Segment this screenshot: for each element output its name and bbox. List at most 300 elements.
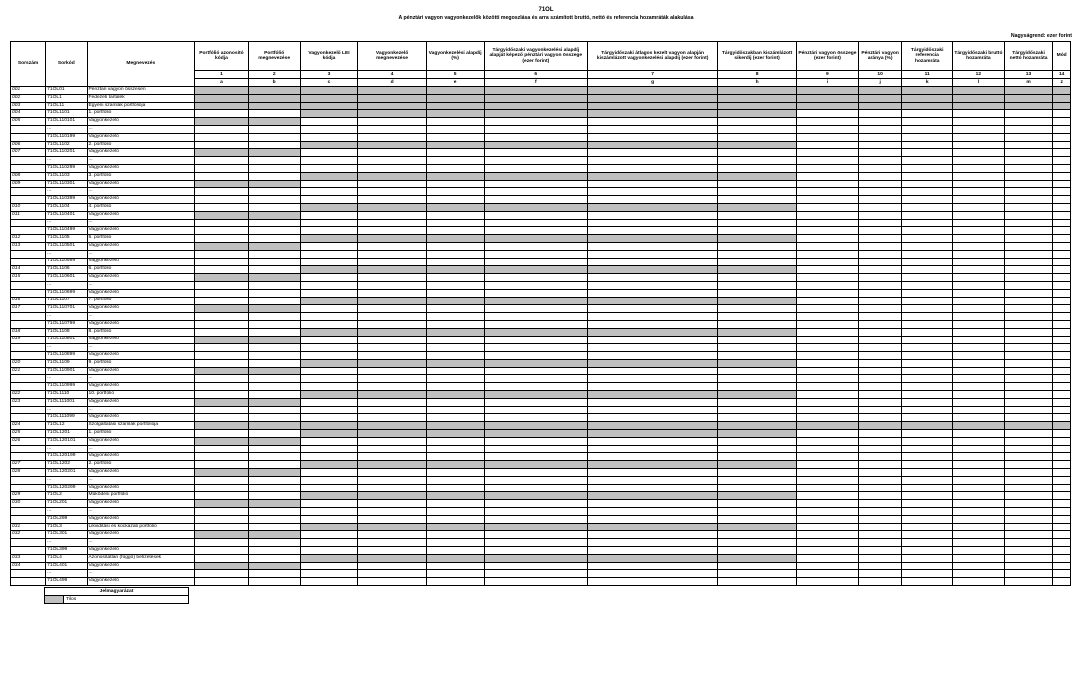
data-cell[interactable] bbox=[195, 554, 249, 562]
data-cell[interactable] bbox=[902, 305, 953, 313]
data-cell[interactable] bbox=[248, 492, 300, 500]
data-cell[interactable] bbox=[902, 157, 953, 165]
data-cell[interactable] bbox=[953, 500, 1005, 508]
data-cell[interactable] bbox=[1004, 531, 1053, 539]
data-cell[interactable] bbox=[902, 211, 953, 219]
data-cell[interactable] bbox=[426, 453, 484, 461]
data-cell[interactable] bbox=[796, 414, 858, 422]
data-cell[interactable] bbox=[358, 313, 426, 321]
data-cell[interactable] bbox=[858, 398, 901, 406]
data-cell[interactable] bbox=[858, 508, 901, 516]
data-cell[interactable] bbox=[902, 367, 953, 375]
data-cell[interactable] bbox=[796, 500, 858, 508]
data-cell[interactable] bbox=[902, 508, 953, 516]
data-cell[interactable] bbox=[1004, 484, 1053, 492]
data-cell[interactable] bbox=[484, 149, 587, 157]
data-cell[interactable] bbox=[1004, 406, 1053, 414]
data-cell[interactable] bbox=[248, 235, 300, 243]
data-cell[interactable] bbox=[248, 196, 300, 204]
data-cell[interactable] bbox=[796, 242, 858, 250]
data-cell[interactable] bbox=[953, 188, 1005, 196]
data-cell[interactable] bbox=[248, 406, 300, 414]
data-cell[interactable] bbox=[195, 375, 249, 383]
data-cell[interactable] bbox=[1004, 430, 1053, 438]
data-cell[interactable] bbox=[953, 227, 1005, 235]
data-cell[interactable] bbox=[796, 344, 858, 352]
data-cell[interactable] bbox=[195, 125, 249, 133]
data-cell[interactable] bbox=[858, 531, 901, 539]
data-cell[interactable] bbox=[426, 219, 484, 227]
data-cell[interactable] bbox=[588, 562, 718, 570]
data-cell[interactable] bbox=[248, 281, 300, 289]
data-cell[interactable] bbox=[953, 149, 1005, 157]
data-cell[interactable] bbox=[588, 219, 718, 227]
data-cell[interactable] bbox=[718, 313, 797, 321]
data-cell[interactable] bbox=[953, 554, 1005, 562]
data-cell[interactable] bbox=[1004, 344, 1053, 352]
data-cell[interactable] bbox=[1053, 242, 1071, 250]
data-cell[interactable] bbox=[195, 523, 249, 531]
data-cell[interactable] bbox=[718, 469, 797, 477]
data-cell[interactable] bbox=[484, 352, 587, 360]
data-cell[interactable] bbox=[358, 125, 426, 133]
data-cell[interactable] bbox=[358, 196, 426, 204]
data-cell[interactable] bbox=[484, 164, 587, 172]
data-cell[interactable] bbox=[796, 211, 858, 219]
data-cell[interactable] bbox=[858, 547, 901, 555]
data-cell[interactable] bbox=[588, 476, 718, 484]
data-cell[interactable] bbox=[195, 539, 249, 547]
data-cell[interactable] bbox=[195, 476, 249, 484]
data-cell[interactable] bbox=[1053, 461, 1071, 469]
data-cell[interactable] bbox=[248, 188, 300, 196]
data-cell[interactable] bbox=[902, 133, 953, 141]
data-cell[interactable] bbox=[796, 289, 858, 297]
data-cell[interactable] bbox=[484, 375, 587, 383]
data-cell[interactable] bbox=[588, 508, 718, 516]
data-cell[interactable] bbox=[1004, 164, 1053, 172]
data-cell[interactable] bbox=[858, 469, 901, 477]
data-cell[interactable] bbox=[858, 406, 901, 414]
data-cell[interactable] bbox=[1053, 570, 1071, 578]
data-cell[interactable] bbox=[858, 344, 901, 352]
data-cell[interactable] bbox=[858, 289, 901, 297]
data-cell[interactable] bbox=[195, 515, 249, 523]
data-cell[interactable] bbox=[195, 344, 249, 352]
data-cell[interactable] bbox=[953, 375, 1005, 383]
data-cell[interactable] bbox=[796, 141, 858, 149]
data-cell[interactable] bbox=[902, 188, 953, 196]
data-cell[interactable] bbox=[358, 398, 426, 406]
data-cell[interactable] bbox=[1053, 531, 1071, 539]
data-cell[interactable] bbox=[902, 258, 953, 266]
data-cell[interactable] bbox=[953, 172, 1005, 180]
data-cell[interactable] bbox=[1004, 367, 1053, 375]
data-cell[interactable] bbox=[248, 383, 300, 391]
data-cell[interactable] bbox=[1004, 515, 1053, 523]
data-cell[interactable] bbox=[858, 133, 901, 141]
data-cell[interactable] bbox=[300, 133, 358, 141]
data-cell[interactable] bbox=[588, 344, 718, 352]
data-cell[interactable] bbox=[1004, 274, 1053, 282]
data-cell[interactable] bbox=[1053, 406, 1071, 414]
data-cell[interactable] bbox=[248, 570, 300, 578]
data-cell[interactable] bbox=[358, 531, 426, 539]
data-cell[interactable] bbox=[1053, 313, 1071, 321]
data-cell[interactable] bbox=[248, 125, 300, 133]
data-cell[interactable] bbox=[1004, 242, 1053, 250]
data-cell[interactable] bbox=[1004, 476, 1053, 484]
data-cell[interactable] bbox=[718, 500, 797, 508]
data-cell[interactable] bbox=[588, 188, 718, 196]
data-cell[interactable] bbox=[796, 515, 858, 523]
data-cell[interactable] bbox=[195, 266, 249, 274]
data-cell[interactable] bbox=[796, 547, 858, 555]
data-cell[interactable] bbox=[248, 430, 300, 438]
data-cell[interactable] bbox=[300, 398, 358, 406]
data-cell[interactable] bbox=[718, 367, 797, 375]
data-cell[interactable] bbox=[1004, 359, 1053, 367]
data-cell[interactable] bbox=[858, 554, 901, 562]
data-cell[interactable] bbox=[902, 118, 953, 126]
data-cell[interactable] bbox=[195, 297, 249, 305]
data-cell[interactable] bbox=[953, 562, 1005, 570]
data-cell[interactable] bbox=[718, 547, 797, 555]
data-cell[interactable] bbox=[858, 320, 901, 328]
data-cell[interactable] bbox=[953, 453, 1005, 461]
data-cell[interactable] bbox=[426, 196, 484, 204]
data-cell[interactable] bbox=[300, 281, 358, 289]
data-cell[interactable] bbox=[796, 336, 858, 344]
data-cell[interactable] bbox=[858, 305, 901, 313]
data-cell[interactable] bbox=[358, 453, 426, 461]
data-cell[interactable] bbox=[902, 578, 953, 586]
data-cell[interactable] bbox=[1053, 227, 1071, 235]
data-cell[interactable] bbox=[858, 359, 901, 367]
data-cell[interactable] bbox=[426, 336, 484, 344]
data-cell[interactable] bbox=[1004, 125, 1053, 133]
data-cell[interactable] bbox=[718, 180, 797, 188]
data-cell[interactable] bbox=[358, 242, 426, 250]
data-cell[interactable] bbox=[902, 562, 953, 570]
data-cell[interactable] bbox=[796, 383, 858, 391]
data-cell[interactable] bbox=[588, 242, 718, 250]
data-cell[interactable] bbox=[796, 172, 858, 180]
data-cell[interactable] bbox=[796, 196, 858, 204]
data-cell[interactable] bbox=[1053, 180, 1071, 188]
data-cell[interactable] bbox=[358, 547, 426, 555]
data-cell[interactable] bbox=[796, 492, 858, 500]
data-cell[interactable] bbox=[426, 414, 484, 422]
data-cell[interactable] bbox=[858, 203, 901, 211]
data-cell[interactable] bbox=[1004, 375, 1053, 383]
data-cell[interactable] bbox=[858, 196, 901, 204]
data-cell[interactable] bbox=[1004, 461, 1053, 469]
data-cell[interactable] bbox=[1053, 515, 1071, 523]
data-cell[interactable] bbox=[358, 484, 426, 492]
data-cell[interactable] bbox=[484, 570, 587, 578]
data-cell[interactable] bbox=[588, 469, 718, 477]
data-cell[interactable] bbox=[300, 570, 358, 578]
data-cell[interactable] bbox=[484, 476, 587, 484]
data-cell[interactable] bbox=[1004, 508, 1053, 516]
data-cell[interactable] bbox=[588, 133, 718, 141]
data-cell[interactable] bbox=[588, 157, 718, 165]
data-cell[interactable] bbox=[796, 313, 858, 321]
data-cell[interactable] bbox=[248, 141, 300, 149]
data-cell[interactable] bbox=[953, 398, 1005, 406]
data-cell[interactable] bbox=[426, 539, 484, 547]
data-cell[interactable] bbox=[1004, 570, 1053, 578]
data-cell[interactable] bbox=[358, 227, 426, 235]
data-cell[interactable] bbox=[858, 445, 901, 453]
data-cell[interactable] bbox=[953, 570, 1005, 578]
data-cell[interactable] bbox=[1004, 203, 1053, 211]
data-cell[interactable] bbox=[953, 258, 1005, 266]
data-cell[interactable] bbox=[195, 445, 249, 453]
data-cell[interactable] bbox=[796, 508, 858, 516]
data-cell[interactable] bbox=[426, 500, 484, 508]
data-cell[interactable] bbox=[300, 515, 358, 523]
data-cell[interactable] bbox=[300, 469, 358, 477]
data-cell[interactable] bbox=[902, 539, 953, 547]
data-cell[interactable] bbox=[858, 235, 901, 243]
data-cell[interactable] bbox=[195, 313, 249, 321]
data-cell[interactable] bbox=[484, 320, 587, 328]
data-cell[interactable] bbox=[358, 437, 426, 445]
data-cell[interactable] bbox=[195, 227, 249, 235]
data-cell[interactable] bbox=[858, 219, 901, 227]
data-cell[interactable] bbox=[426, 578, 484, 586]
data-cell[interactable] bbox=[953, 430, 1005, 438]
data-cell[interactable] bbox=[902, 445, 953, 453]
data-cell[interactable] bbox=[358, 219, 426, 227]
data-cell[interactable] bbox=[358, 352, 426, 360]
data-cell[interactable] bbox=[796, 476, 858, 484]
data-cell[interactable] bbox=[718, 562, 797, 570]
data-cell[interactable] bbox=[300, 196, 358, 204]
data-cell[interactable] bbox=[248, 523, 300, 531]
data-cell[interactable] bbox=[588, 180, 718, 188]
data-cell[interactable] bbox=[588, 398, 718, 406]
data-cell[interactable] bbox=[248, 157, 300, 165]
data-cell[interactable] bbox=[858, 258, 901, 266]
data-cell[interactable] bbox=[358, 289, 426, 297]
data-cell[interactable] bbox=[1004, 500, 1053, 508]
data-cell[interactable] bbox=[195, 196, 249, 204]
data-cell[interactable] bbox=[426, 570, 484, 578]
data-cell[interactable] bbox=[902, 336, 953, 344]
data-cell[interactable] bbox=[902, 235, 953, 243]
data-cell[interactable] bbox=[426, 164, 484, 172]
data-cell[interactable] bbox=[248, 445, 300, 453]
data-cell[interactable] bbox=[1053, 453, 1071, 461]
data-cell[interactable] bbox=[1053, 297, 1071, 305]
data-cell[interactable] bbox=[796, 110, 858, 118]
data-cell[interactable] bbox=[1053, 437, 1071, 445]
data-cell[interactable] bbox=[1053, 352, 1071, 360]
data-cell[interactable] bbox=[358, 476, 426, 484]
data-cell[interactable] bbox=[902, 570, 953, 578]
data-cell[interactable] bbox=[358, 320, 426, 328]
data-cell[interactable] bbox=[426, 484, 484, 492]
data-cell[interactable] bbox=[718, 149, 797, 157]
data-cell[interactable] bbox=[300, 383, 358, 391]
data-cell[interactable] bbox=[953, 320, 1005, 328]
data-cell[interactable] bbox=[300, 258, 358, 266]
data-cell[interactable] bbox=[718, 258, 797, 266]
data-cell[interactable] bbox=[718, 570, 797, 578]
data-cell[interactable] bbox=[858, 110, 901, 118]
data-cell[interactable] bbox=[195, 492, 249, 500]
data-cell[interactable] bbox=[1004, 383, 1053, 391]
data-cell[interactable] bbox=[300, 118, 358, 126]
data-cell[interactable] bbox=[248, 539, 300, 547]
data-cell[interactable] bbox=[902, 461, 953, 469]
data-cell[interactable] bbox=[858, 476, 901, 484]
data-cell[interactable] bbox=[484, 578, 587, 586]
data-cell[interactable] bbox=[1053, 328, 1071, 336]
data-cell[interactable] bbox=[718, 188, 797, 196]
data-cell[interactable] bbox=[195, 328, 249, 336]
data-cell[interactable] bbox=[902, 219, 953, 227]
data-cell[interactable] bbox=[484, 414, 587, 422]
data-cell[interactable] bbox=[902, 196, 953, 204]
data-cell[interactable] bbox=[248, 554, 300, 562]
data-cell[interactable] bbox=[1004, 266, 1053, 274]
data-cell[interactable] bbox=[1053, 469, 1071, 477]
data-cell[interactable] bbox=[953, 344, 1005, 352]
data-cell[interactable] bbox=[300, 211, 358, 219]
data-cell[interactable] bbox=[858, 188, 901, 196]
data-cell[interactable] bbox=[796, 554, 858, 562]
data-cell[interactable] bbox=[358, 469, 426, 477]
data-cell[interactable] bbox=[195, 508, 249, 516]
data-cell[interactable] bbox=[588, 375, 718, 383]
data-cell[interactable] bbox=[426, 149, 484, 157]
data-cell[interactable] bbox=[588, 578, 718, 586]
data-cell[interactable] bbox=[902, 398, 953, 406]
data-cell[interactable] bbox=[300, 227, 358, 235]
data-cell[interactable] bbox=[718, 539, 797, 547]
data-cell[interactable] bbox=[1053, 430, 1071, 438]
data-cell[interactable] bbox=[1053, 274, 1071, 282]
data-cell[interactable] bbox=[953, 274, 1005, 282]
data-cell[interactable] bbox=[484, 157, 587, 165]
data-cell[interactable] bbox=[718, 508, 797, 516]
data-cell[interactable] bbox=[718, 227, 797, 235]
data-cell[interactable] bbox=[953, 515, 1005, 523]
data-cell[interactable] bbox=[1053, 539, 1071, 547]
data-cell[interactable] bbox=[1004, 398, 1053, 406]
data-cell[interactable] bbox=[248, 515, 300, 523]
data-cell[interactable] bbox=[426, 531, 484, 539]
data-cell[interactable] bbox=[902, 203, 953, 211]
data-cell[interactable] bbox=[426, 445, 484, 453]
data-cell[interactable] bbox=[248, 547, 300, 555]
data-cell[interactable] bbox=[953, 328, 1005, 336]
data-cell[interactable] bbox=[858, 336, 901, 344]
data-cell[interactable] bbox=[1053, 367, 1071, 375]
data-cell[interactable] bbox=[426, 281, 484, 289]
data-cell[interactable] bbox=[1053, 336, 1071, 344]
data-cell[interactable] bbox=[858, 250, 901, 258]
data-cell[interactable] bbox=[358, 281, 426, 289]
data-cell[interactable] bbox=[426, 250, 484, 258]
data-cell[interactable] bbox=[953, 110, 1005, 118]
data-cell[interactable] bbox=[1004, 211, 1053, 219]
data-cell[interactable] bbox=[426, 305, 484, 313]
data-cell[interactable] bbox=[858, 383, 901, 391]
data-cell[interactable] bbox=[426, 508, 484, 516]
data-cell[interactable] bbox=[953, 266, 1005, 274]
data-cell[interactable] bbox=[195, 203, 249, 211]
data-cell[interactable] bbox=[484, 242, 587, 250]
data-cell[interactable] bbox=[858, 375, 901, 383]
data-cell[interactable] bbox=[358, 515, 426, 523]
data-cell[interactable] bbox=[858, 328, 901, 336]
data-cell[interactable] bbox=[718, 211, 797, 219]
data-cell[interactable] bbox=[902, 266, 953, 274]
data-cell[interactable] bbox=[796, 570, 858, 578]
data-cell[interactable] bbox=[484, 531, 587, 539]
data-cell[interactable] bbox=[248, 258, 300, 266]
data-cell[interactable] bbox=[300, 414, 358, 422]
data-cell[interactable] bbox=[1053, 133, 1071, 141]
data-cell[interactable] bbox=[1053, 141, 1071, 149]
data-cell[interactable] bbox=[902, 406, 953, 414]
data-cell[interactable] bbox=[588, 258, 718, 266]
data-cell[interactable] bbox=[902, 149, 953, 157]
data-cell[interactable] bbox=[1053, 500, 1071, 508]
data-cell[interactable] bbox=[1004, 469, 1053, 477]
data-cell[interactable] bbox=[858, 430, 901, 438]
data-cell[interactable] bbox=[902, 359, 953, 367]
data-cell[interactable] bbox=[718, 320, 797, 328]
data-cell[interactable] bbox=[1053, 562, 1071, 570]
data-cell[interactable] bbox=[718, 375, 797, 383]
data-cell[interactable] bbox=[1004, 219, 1053, 227]
data-cell[interactable] bbox=[858, 242, 901, 250]
data-cell[interactable] bbox=[195, 547, 249, 555]
data-cell[interactable] bbox=[588, 484, 718, 492]
data-cell[interactable] bbox=[300, 500, 358, 508]
data-cell[interactable] bbox=[248, 313, 300, 321]
data-cell[interactable] bbox=[300, 352, 358, 360]
data-cell[interactable] bbox=[902, 430, 953, 438]
data-cell[interactable] bbox=[953, 391, 1005, 399]
data-cell[interactable] bbox=[902, 281, 953, 289]
data-cell[interactable] bbox=[1053, 196, 1071, 204]
data-cell[interactable] bbox=[1004, 141, 1053, 149]
data-cell[interactable] bbox=[1004, 313, 1053, 321]
data-cell[interactable] bbox=[588, 196, 718, 204]
data-cell[interactable] bbox=[718, 289, 797, 297]
data-cell[interactable] bbox=[300, 180, 358, 188]
data-cell[interactable] bbox=[796, 235, 858, 243]
data-cell[interactable] bbox=[858, 164, 901, 172]
data-cell[interactable] bbox=[953, 305, 1005, 313]
data-cell[interactable] bbox=[195, 235, 249, 243]
data-cell[interactable] bbox=[718, 445, 797, 453]
data-cell[interactable] bbox=[858, 211, 901, 219]
data-cell[interactable] bbox=[588, 445, 718, 453]
data-cell[interactable] bbox=[1004, 110, 1053, 118]
data-cell[interactable] bbox=[1004, 289, 1053, 297]
data-cell[interactable] bbox=[718, 125, 797, 133]
data-cell[interactable] bbox=[426, 320, 484, 328]
data-cell[interactable] bbox=[1053, 118, 1071, 126]
